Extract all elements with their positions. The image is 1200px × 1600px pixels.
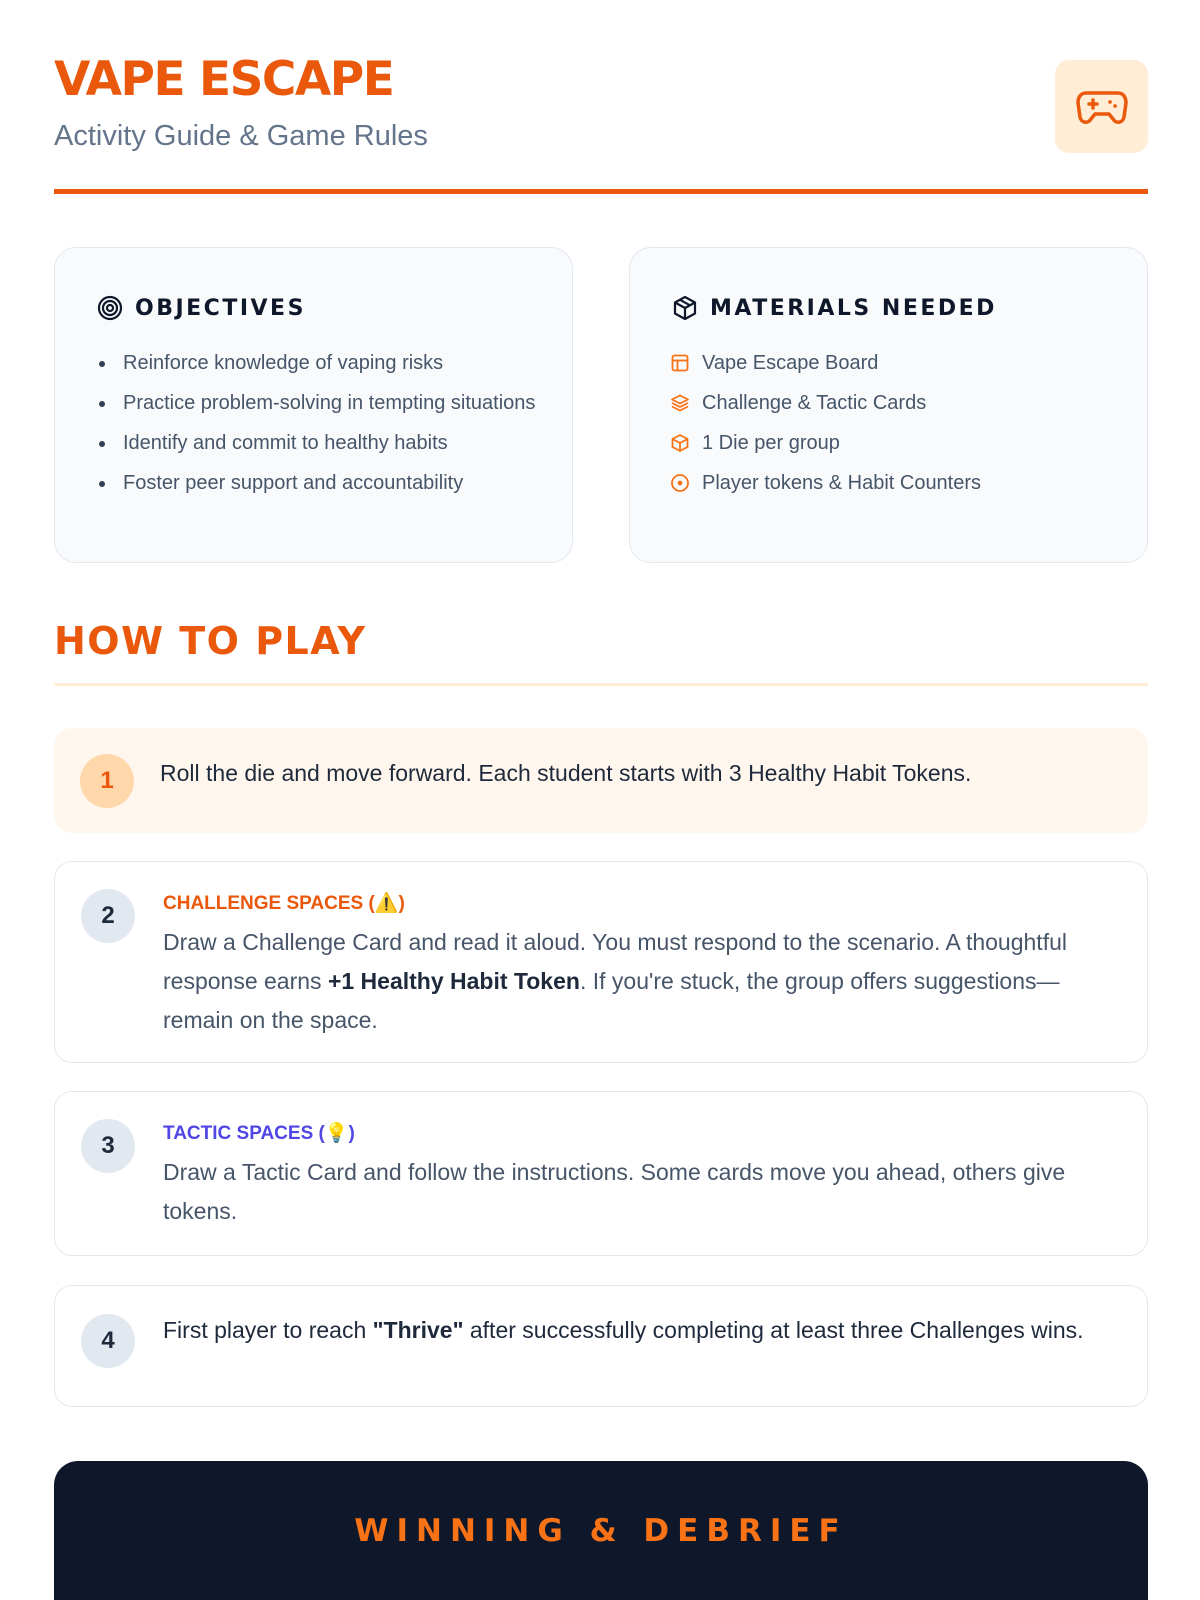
step-number: 3 bbox=[81, 1119, 135, 1173]
materials-heading bbox=[672, 295, 997, 321]
step-text-part: Draw a Challenge Card and read it aloud. You must respond to the scenario. A thoughtful response earns bbox=[163, 929, 1067, 994]
header bbox=[54, 0, 1148, 194]
cube-icon bbox=[670, 433, 690, 453]
materials-heading-label: MATERIALS NEEDED bbox=[710, 295, 997, 321]
token-icon bbox=[670, 473, 690, 493]
list-item bbox=[670, 390, 981, 416]
layers-icon bbox=[670, 393, 690, 413]
objectives-card bbox=[54, 247, 573, 563]
step-2 bbox=[54, 861, 1148, 1063]
step-text: Roll the die and move forward. Each student starts with 3 Healthy Habit Tokens. bbox=[160, 760, 972, 786]
step-text-part: First player to reach bbox=[163, 1317, 373, 1343]
material-label: Player tokens & Habit Counters bbox=[702, 472, 982, 494]
objectives-heading bbox=[97, 295, 306, 321]
step-number: 4 bbox=[81, 1314, 135, 1368]
step-1 bbox=[54, 728, 1148, 833]
gamepad-icon bbox=[1076, 87, 1128, 127]
tactic-spaces-label: TACTIC SPACES (💡) bbox=[163, 1123, 355, 1144]
step-number: 1 bbox=[80, 754, 134, 808]
step-text-emphasis: +1 Healthy Habit Token bbox=[327, 968, 580, 994]
step-text bbox=[163, 1313, 1113, 1347]
target-icon bbox=[97, 295, 123, 321]
game-badge bbox=[1055, 60, 1148, 153]
section-divider bbox=[54, 683, 1148, 686]
list-item bbox=[670, 350, 981, 376]
step-4 bbox=[54, 1285, 1148, 1407]
challenge-spaces-label: CHALLENGE SPACES (⚠️) bbox=[163, 893, 405, 914]
winning-debrief-panel bbox=[54, 1461, 1148, 1600]
page-subtitle: Activity Guide & Game Rules bbox=[54, 120, 428, 152]
board-icon bbox=[670, 353, 690, 373]
material-label: Challenge & Tactic Cards bbox=[702, 392, 927, 414]
list-item bbox=[670, 430, 981, 456]
step-content bbox=[163, 1121, 1113, 1231]
materials-list bbox=[670, 350, 981, 510]
material-label: Vape Escape Board bbox=[702, 352, 879, 374]
how-to-play-title: HOW TO PLAY bbox=[54, 619, 367, 663]
step-text-emphasis: "Thrive" bbox=[372, 1317, 464, 1343]
winning-debrief-title: WINNING & DEBRIEF bbox=[354, 1513, 848, 1549]
step-3 bbox=[54, 1091, 1148, 1256]
step-content bbox=[163, 891, 1113, 1040]
activity-guide-page bbox=[54, 0, 1148, 1549]
page-title: VAPE ESCAPE bbox=[54, 52, 394, 107]
materials-card bbox=[629, 247, 1148, 563]
step-text bbox=[163, 923, 1113, 1040]
objectives-list bbox=[97, 350, 537, 510]
objectives-heading-label: OBJECTIVES bbox=[135, 295, 306, 321]
list-item bbox=[670, 470, 981, 496]
list-item: Foster peer support and accountability bbox=[97, 470, 537, 496]
step-number: 2 bbox=[81, 889, 135, 943]
step-text-part: after successfully completing at least three Challenges wins. bbox=[463, 1317, 1084, 1343]
step-text-part: . If you're stuck, the group offers suggestions—remain on the space. bbox=[163, 968, 1060, 1033]
step-text: Draw a Tactic Card and follow the instructions. Some cards move you ahead, others give tokens. bbox=[163, 1159, 1066, 1224]
package-icon bbox=[672, 295, 698, 321]
list-item: Practice problem-solving in tempting situations bbox=[97, 390, 537, 416]
list-item: Identify and commit to healthy habits bbox=[97, 430, 537, 456]
list-item: Reinforce knowledge of vaping risks bbox=[97, 350, 537, 376]
material-label: 1 Die per group bbox=[702, 432, 840, 454]
